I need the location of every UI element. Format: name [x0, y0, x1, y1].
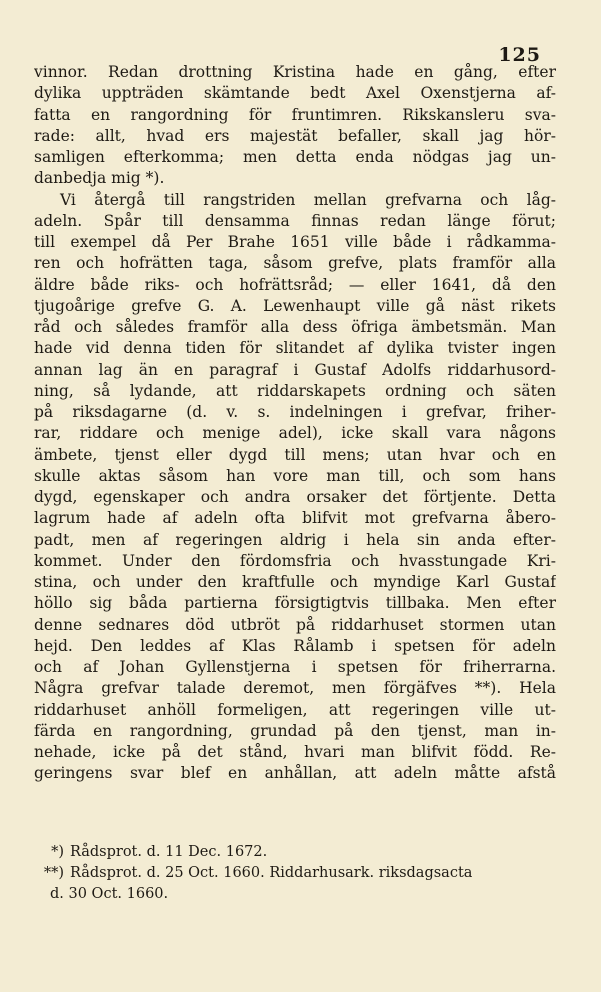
footnote — [34, 842, 556, 863]
text-line: adeln. Spår till densamma finnas redan länge förut; — [34, 211, 556, 230]
text-line: skulle aktas såsom han vore man till, och som hans — [34, 466, 556, 485]
text-line: och af Johan Gyllenstjerna i spetsen för friherrarna. — [34, 658, 556, 676]
text-line: kommet. Under den fördomsfria och hvasstungade Kri- — [34, 551, 556, 570]
footnote — [34, 863, 556, 884]
text-line: äldre både riks- och hofrättsråd; — eller 1641, då den — [34, 275, 556, 294]
text-line: vinnor. Redan drottning Kristina hade en gång, efter — [34, 63, 556, 81]
text-line: nehade, icke på det stånd, hvari man blifvit född. Re- — [34, 743, 556, 761]
footnote-text: d. 30 Oct. 1660. — [50, 886, 169, 902]
text-line: färda en rangordning, grundad på den tjenst, man in- — [34, 721, 556, 740]
footnote-text: Rådsprot. d. 11 Dec. 1672. — [70, 844, 268, 860]
text-line: samligen efterkomma; men detta enda nödgas jag un- — [34, 148, 556, 166]
text-line: lagrum hade af adeln ofta blifvit mot grefvarna åbero- — [34, 509, 556, 528]
text-line: dygd, egenskaper och andra orsaker det förtjente. Detta — [34, 488, 556, 506]
text-line: råd och således framför alla dess öfriga ämbetsmän. Man — [34, 318, 556, 336]
text-line: danbedja mig *). — [34, 169, 165, 188]
footnotes — [34, 842, 556, 905]
text-line: Några grefvar talade deremot, men förgäfves **). Hela — [34, 679, 556, 698]
footnote-text: Rådsprot. d. 25 Oct. 1660. Riddarhusark. riksdagsacta — [70, 865, 473, 881]
text-line: till exempel då Per Brahe 1651 ville både i rådkamma- — [34, 233, 556, 251]
text-line: ämbete, tjenst eller dygd till mens; utan hvar och en — [34, 445, 556, 464]
text-line: rar, riddare och menige adel), icke skall vara någons — [34, 424, 556, 443]
page-number: 125 — [498, 44, 541, 66]
text-line: riddarhuset anhöll formeligen, att regeringen ville ut- — [34, 700, 556, 719]
footnote-mark: **) — [43, 865, 64, 881]
body-text — [34, 62, 556, 785]
text-line: fatta en rangordning för fruntimren. Rikskansleru sva- — [34, 105, 556, 124]
text-line: höllo sig båda partierna försigtigtvis tillbaka. Men efter — [34, 594, 556, 613]
text-line: denne sednares död utbröt på riddarhuset stormen utan — [34, 615, 556, 634]
text-line: ning, så lydande, att riddarskapets ordning och säten — [34, 381, 556, 400]
text-line: på riksdagarne (d. v. s. indelningen i grefvar, friher- — [34, 403, 556, 421]
text-line: stina, och under den kraftfulle och myndige Karl Gustaf — [34, 573, 556, 591]
text-line: Vi återgå till rangstriden mellan grefvarna och låg- — [60, 190, 556, 209]
text-line: hejd. Den leddes af Klas Rålamb i spetsen för adeln — [34, 636, 556, 655]
text-line: padt, men af regeringen aldrig i hela sin anda efter- — [34, 530, 556, 549]
text-line: tjugoårige grefve G. A. Lewenhaupt ville gå näst rikets — [34, 296, 556, 315]
text-line: hade vid denna tiden för slitandet af dylika tvister ingen — [34, 339, 556, 358]
text-line: annan lag än en paragraf i Gustaf Adolfs riddarhusord- — [34, 360, 556, 379]
text-line: ren och hofrätten taga, såsom grefve, plats framför alla — [34, 254, 556, 273]
footnote-mark: *) — [51, 844, 64, 860]
text-line: geringens svar blef en anhållan, att adeln måtte afstå — [34, 764, 556, 783]
text-line: dylika uppträden skämtande bedt Axel Oxenstjerna af- — [34, 84, 556, 103]
footnote-continuation — [34, 884, 556, 905]
text-line: rade: allt, hvad ers majestät befaller, skall jag hör- — [34, 126, 556, 145]
